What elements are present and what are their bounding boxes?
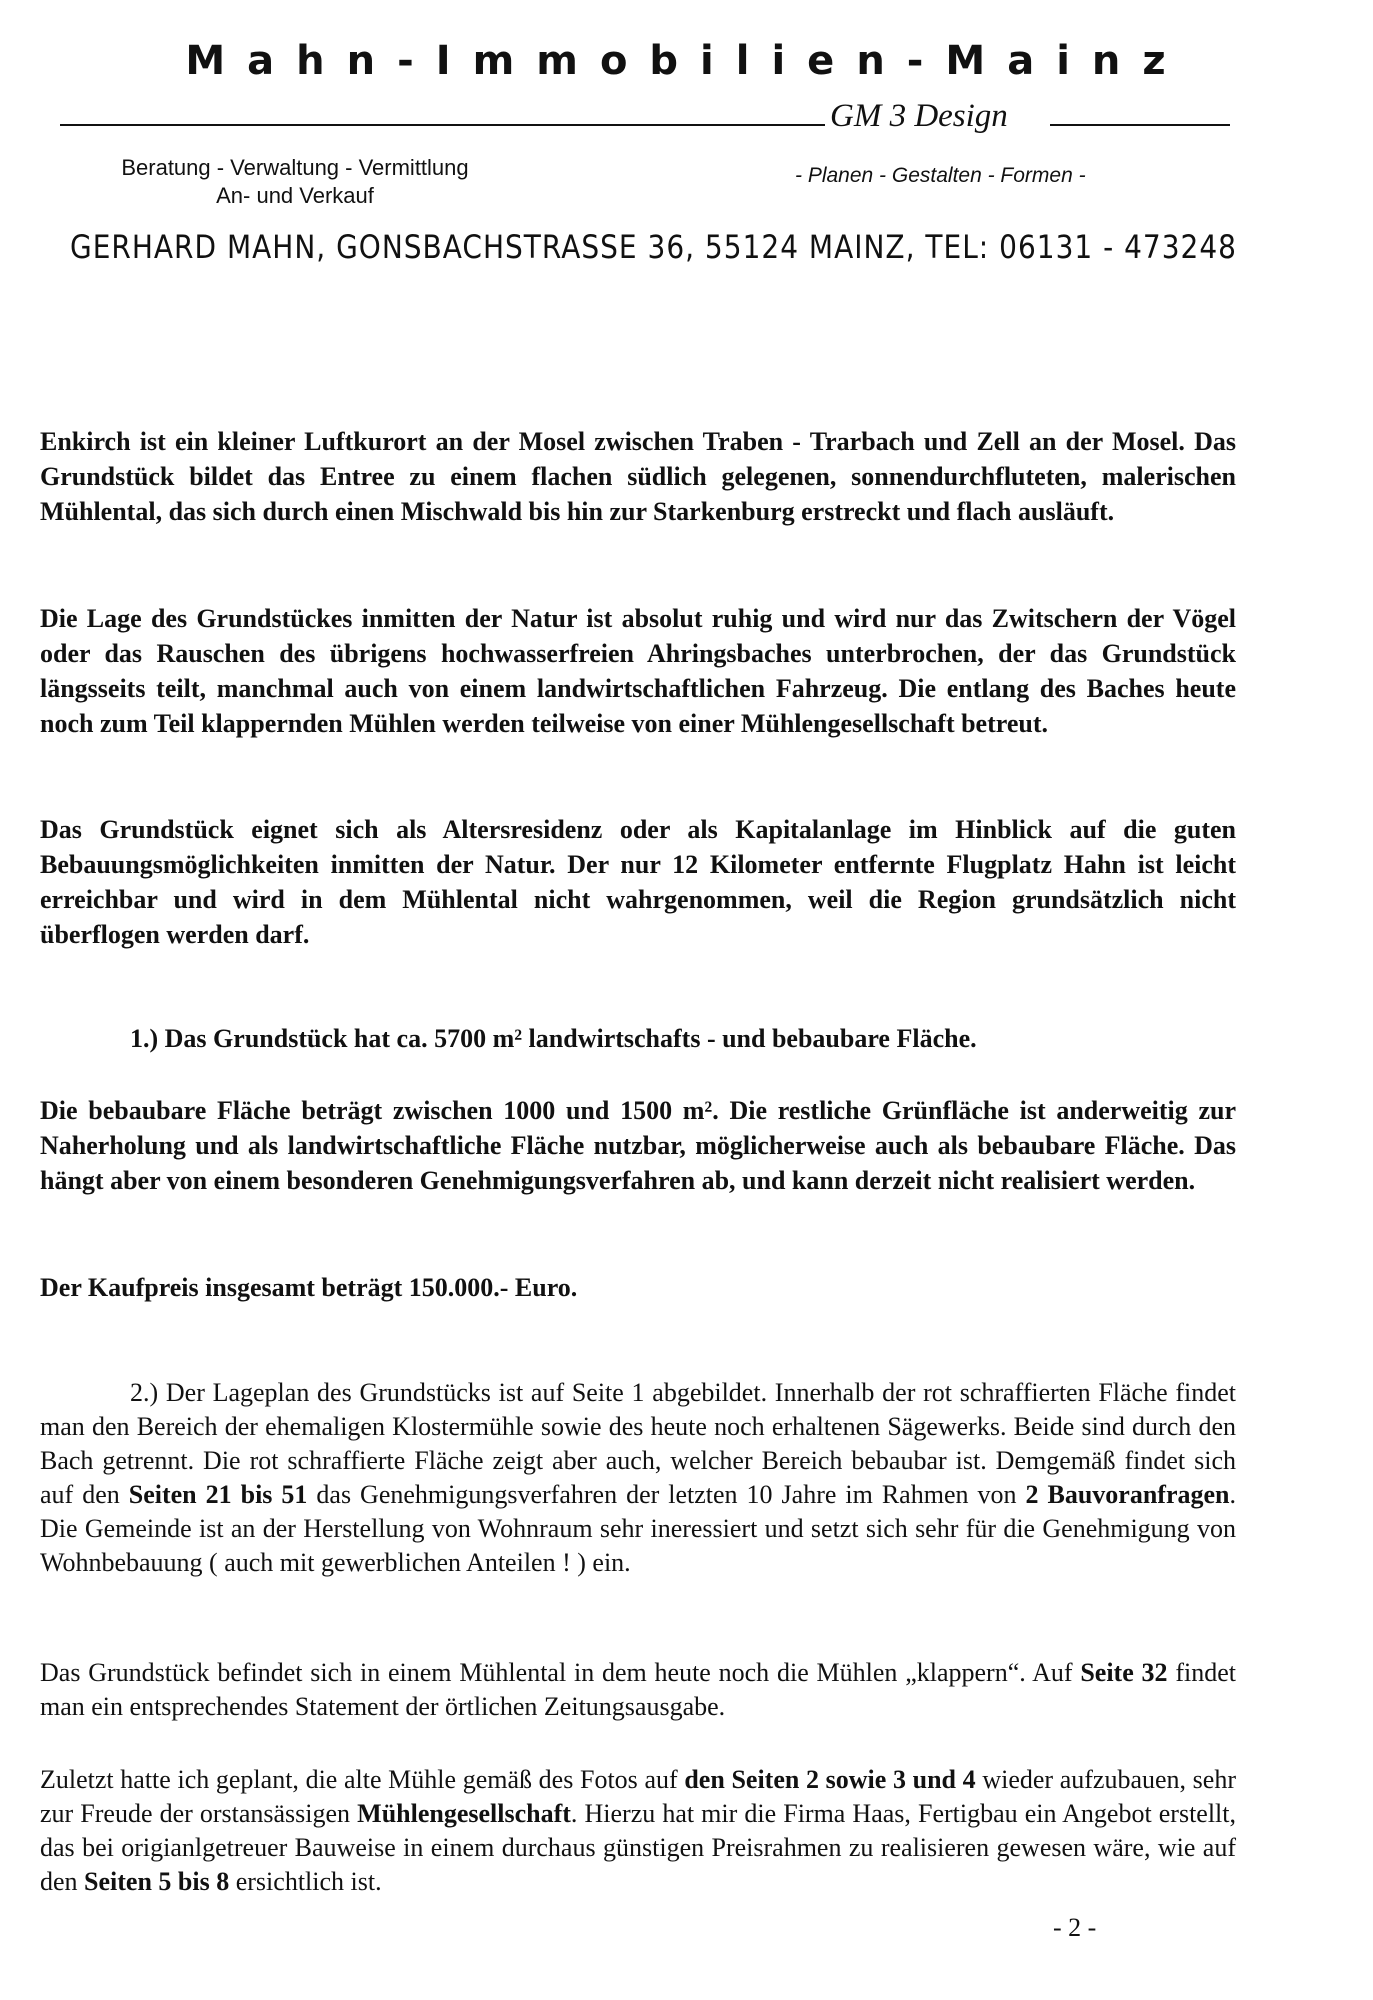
mill-rebuild-photo-ref: den Seiten 2 sowie 3 und 4 [684, 1765, 976, 1794]
services-block [60, 154, 530, 210]
design-tagline: - Planen - Gestalten - Formen - [795, 164, 1086, 187]
mill-rebuild-offer-ref: Seiten 5 bis 8 [84, 1867, 230, 1896]
site-plan-text-a: 2.) Der Lageplan des Grundstücks ist auf Seite 1 abgebildet. Innerhalb der rot schraffierten Fläche findet man den Bereich der ehemaligen Klostermühle sowie des heute noch erhaltenen Sägewerks. Beide sind durch den Bach getrennt. Die rot schraffierte Fläche zeigt aber auch, welcher Bereich bebaubar ist. Demgemäß findet sich auf den [40, 1378, 1236, 1509]
purchase-price: Der Kaufpreis insgesamt beträgt 150.000.- Euro. [40, 1273, 578, 1302]
mill-rebuild-text-g: ersichtlich ist. [229, 1867, 382, 1896]
letterhead-rule-left [60, 124, 825, 126]
paragraph-suitability: Das Grundstück eignet sich als Altersresidenz oder als Kapitalanlage im Hinblick auf die guten Bebauungsmöglichkeiten inmitten der Natur. Der nur 12 Kilometer entfernte Flugplatz Hahn ist leicht erreichbar und wird in dem Mühlental nicht wahrgenommen, weil die Region grundsätzlich nicht überflogen werden darf. [40, 815, 1236, 949]
services-line-2: An- und Verkauf [216, 183, 374, 208]
design-brand: GM 3 Design [830, 98, 1008, 134]
services-line-1: Beratung - Verwaltung - Vermittlung [121, 155, 469, 180]
mill-rebuild-text-a: Zuletzt hatte ich geplant, die alte Mühle gemäß des Fotos auf [40, 1765, 685, 1794]
paragraph-buildable-area: Die bebaubare Fläche beträgt zwischen 1000 und 1500 m². Die restliche Grünfläche ist anderweitig zur Naherholung und als landwirtschaftliche Fläche nutzbar, möglicherweise auch als bebaubare Fläche. Das hängt aber von einem besonderen Genehmigungsverfahren ab, und kann derzeit nicht realisiert werden. [40, 1096, 1236, 1195]
site-plan-text-c: das Genehmigungsverfahren der letzten 10 Jahre im Rahmen von [307, 1480, 1026, 1509]
mill-rebuild-text-c: wieder aufzubauen, sehr zur Freude der orstansässigen [40, 1765, 1237, 1828]
mill-valley-page-ref: Seite 32 [1080, 1658, 1168, 1687]
mill-valley-text-a: Das Grundstück befindet sich in einem Mühlental in dem heute noch die Mühlen „klappern“. Auf [40, 1658, 1081, 1687]
paragraph-location: Enkirch ist ein kleiner Luftkurort an der Mosel zwischen Traben - Trarbach und Zell an der Mosel. Das Grundstück bildet das Entree zu einem flachen südlich gelegenen, sonnendurchfluteten, malerischen Mühlental, das sich durch einen Mischwald bis hin zur Starkenburg erstreckt und flach ausläuft. [40, 427, 1236, 526]
paragraph-mill-rebuild [40, 1763, 1236, 1899]
mill-society-name: Mühlengesellschaft [357, 1799, 571, 1828]
mill-rebuild-text-e: . Hierzu hat mir die Firma Haas, Fertigbau ein Angebot erstellt, das bei origianlgetreuer Bauweise in einem durchaus günstigen Preisrahmen zu realisieren gewesen wäre, wie auf den [40, 1799, 1237, 1896]
item-1-area: 1.) Das Grundstück hat ca. 5700 m² landwirtschafts - und bebaubare Fläche. [130, 1024, 977, 1053]
site-plan-pages-ref: Seiten 21 bis 51 [128, 1480, 308, 1509]
page-number: - 2 - [1053, 1913, 1097, 1942]
company-name: Mahn-Immobilien-Mainz [185, 38, 1188, 84]
site-plan-inquiries-ref: 2 Bauvoranfragen [1025, 1480, 1230, 1509]
paragraph-mill-valley [40, 1656, 1236, 1724]
letterhead-rule-right [1050, 124, 1230, 126]
paragraph-surroundings: Die Lage des Grundstückes inmitten der Natur ist absolut ruhig und wird nur das Zwitschern der Vögel oder das Rauschen des übrigens hochwasserfreien Ahringsbaches unterbrochen, der das Grundstück längsseits teilt, manchmal auch von einem landwirtschaftlichen Fahrzeug. Die entlang des Baches heute noch zum Teil klappernden Mühlen werden teilweise von einer Mühlengesellschaft betreut. [40, 604, 1236, 738]
mill-valley-text-c: findet man ein entsprechendes Statement der örtlichen Zeitungsausgabe. [40, 1658, 1236, 1721]
site-plan-text-e: . Die Gemeinde ist an der Herstellung von Wohnraum sehr ineressiert und setzt sich sehr für die Genehmigung von Wohnbebauung ( auch mit gewerblichen Anteilen ! ) ein. [40, 1480, 1236, 1577]
address-line: GERHARD MAHN, GONSBACHSTRASSE 36, 55124 MAINZ, TEL: 06131 - 473248 [70, 228, 1237, 266]
paragraph-site-plan [40, 1376, 1236, 1580]
